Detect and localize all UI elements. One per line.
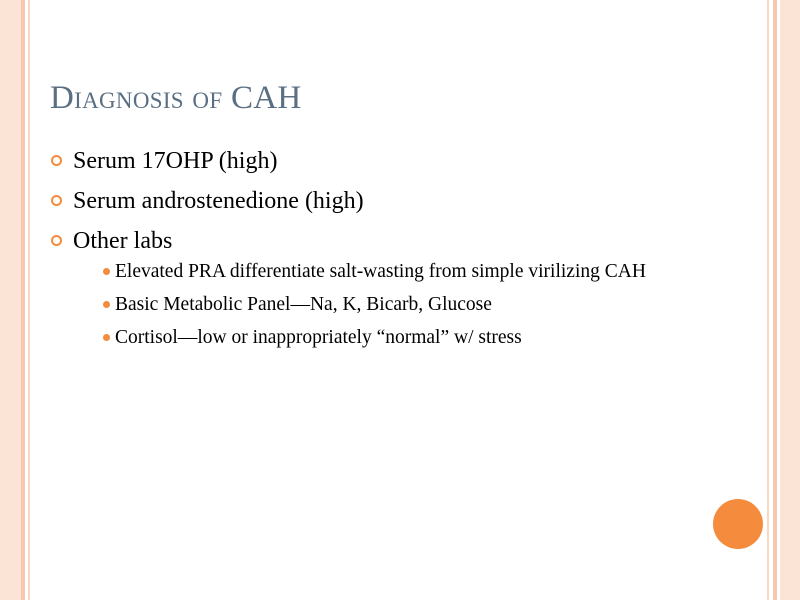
bullet-item — [50, 145, 750, 177]
sub-bullet-list — [73, 259, 750, 350]
ring-bullet-icon — [51, 235, 62, 246]
decorative-orange-circle — [713, 499, 763, 549]
ring-bullet-icon — [51, 195, 62, 206]
bullet-text: Serum androstenedione (high) — [73, 188, 364, 214]
dot-bullet-icon — [103, 334, 110, 341]
sub-bullet-item — [83, 259, 750, 284]
bullet-item — [50, 225, 750, 350]
ring-bullet-icon — [51, 155, 62, 166]
left-border-thin-line — [28, 0, 30, 600]
slide-title: Diagnosis of CAH — [50, 80, 302, 116]
bullet-list — [50, 145, 750, 358]
sub-bullet-text: Basic Metabolic Panel—Na, K, Bicarb, Glucose — [115, 294, 492, 315]
left-border-line — [21, 0, 25, 600]
bullet-item — [50, 185, 750, 217]
left-border-band — [0, 0, 21, 600]
sub-bullet-item — [83, 292, 750, 317]
dot-bullet-icon — [103, 301, 110, 308]
bullet-text: Other labs — [73, 228, 173, 254]
sub-bullet-item — [83, 325, 750, 350]
sub-bullet-text: Cortisol—low or inappropriately “normal” w/ stress — [115, 327, 522, 348]
sub-bullet-text: Elevated PRA differentiate salt-wasting from simple virilizing CAH — [115, 261, 646, 282]
bullet-text: Serum 17OHP (high) — [73, 148, 278, 174]
right-border-thin-line — [767, 0, 769, 600]
dot-bullet-icon — [103, 268, 110, 275]
right-border-band — [780, 0, 800, 600]
right-border-line — [773, 0, 777, 600]
